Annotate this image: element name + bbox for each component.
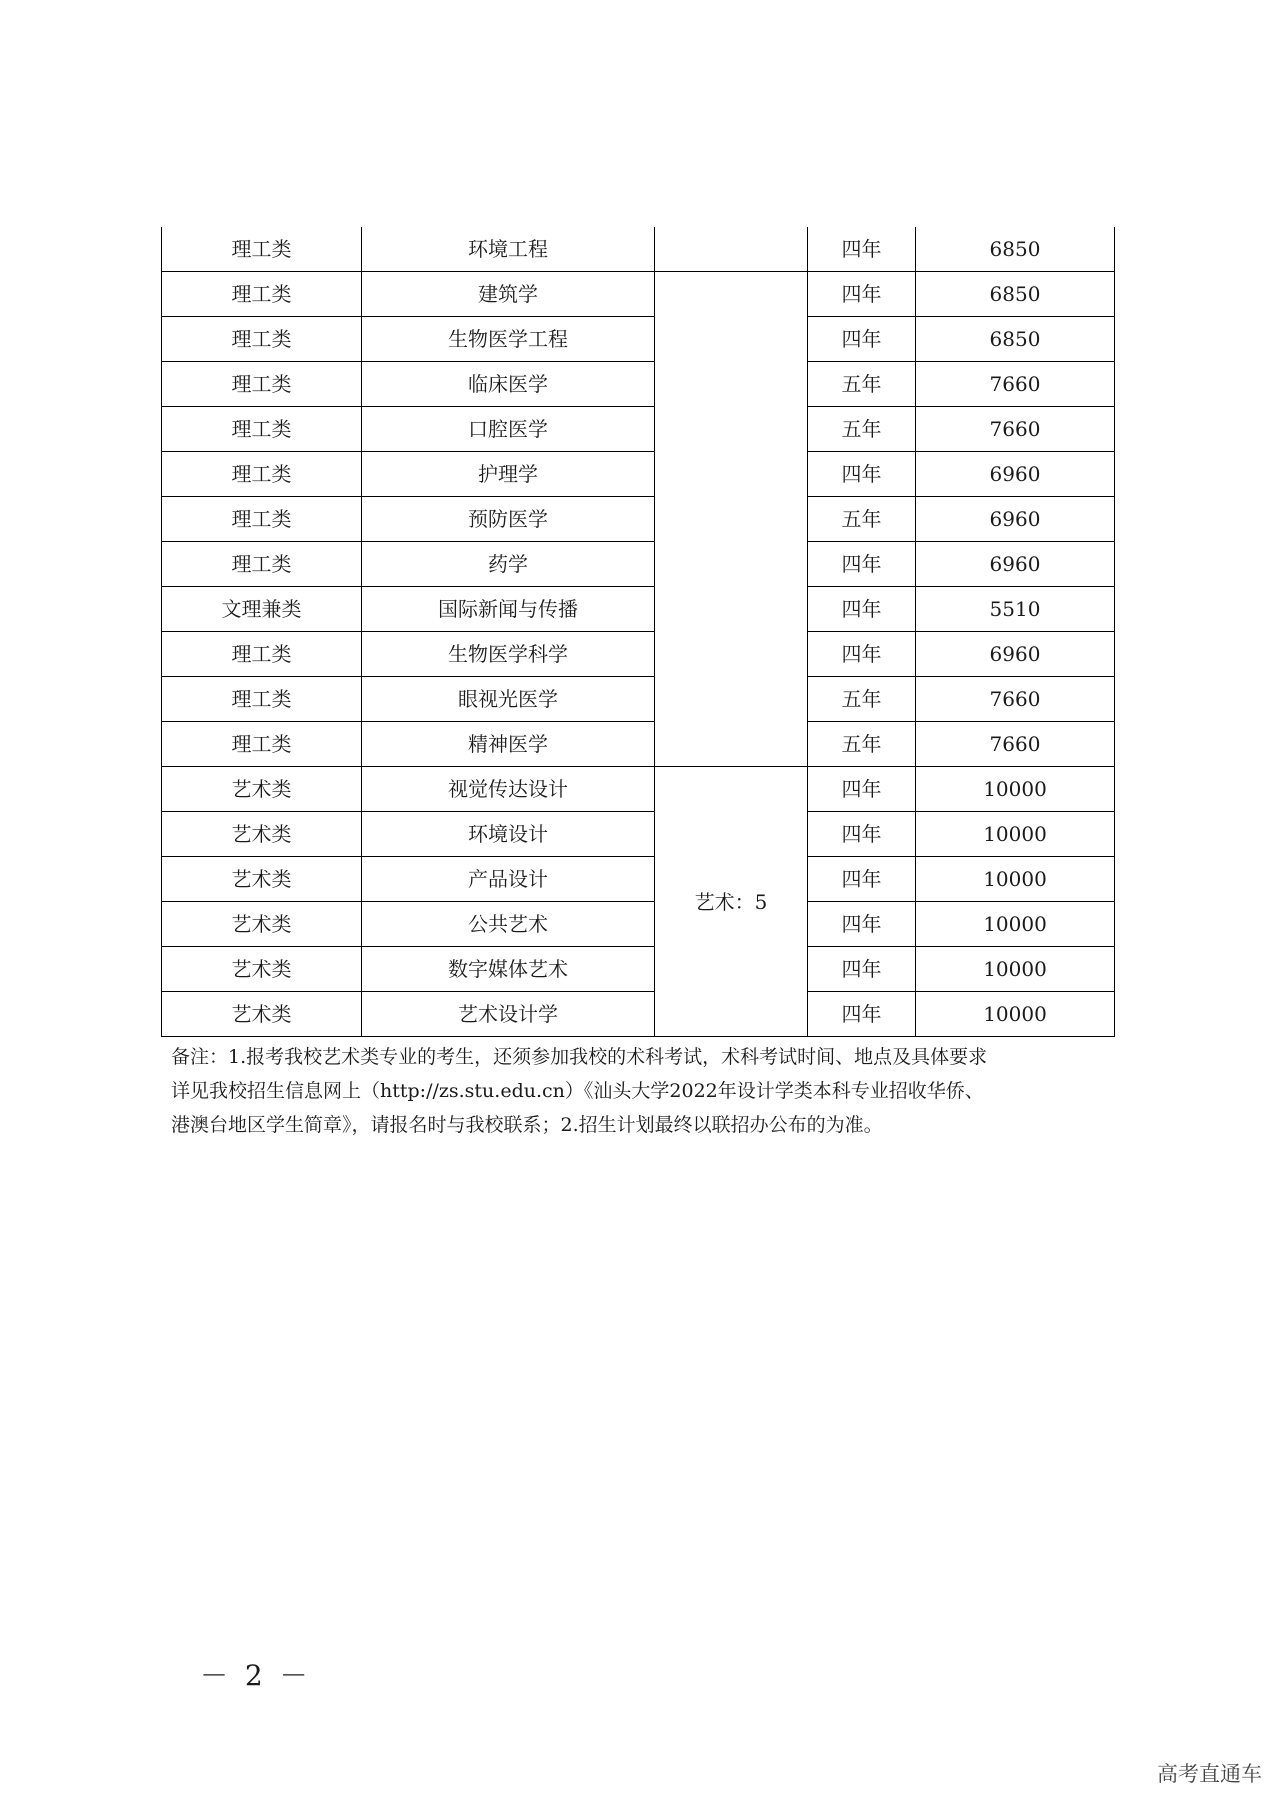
fee-cell: 6850 [916,272,1115,317]
plan-cell [655,272,808,767]
major-cell: 口腔医学 [362,407,655,452]
category-cell: 理工类 [162,497,362,542]
major-cell: 生物医学工程 [362,317,655,362]
major-cell: 临床医学 [362,362,655,407]
fee-cell: 7660 [916,722,1115,767]
duration-cell: 五年 [808,407,916,452]
table-row [162,407,1115,452]
table-row [162,362,1115,407]
duration-cell: 五年 [808,497,916,542]
duration-cell: 四年 [808,812,916,857]
duration-cell: 四年 [808,317,916,362]
major-cell: 药学 [362,542,655,587]
category-cell: 理工类 [162,722,362,767]
notes-line-3: 港澳台地区学生简章》，请报名时与我校联系；2.招生计划最终以联招办公布的为准。 [171,1114,883,1136]
duration-cell: 四年 [808,587,916,632]
major-cell: 环境工程 [362,227,655,272]
category-cell: 艺术类 [162,947,362,992]
category-cell: 理工类 [162,632,362,677]
category-cell: 文理兼类 [162,587,362,632]
duration-cell: 四年 [808,452,916,497]
category-cell: 理工类 [162,272,362,317]
duration-cell: 四年 [808,767,916,812]
table-row [162,317,1115,362]
major-cell: 预防医学 [362,497,655,542]
major-cell: 护理学 [362,452,655,497]
fee-cell: 5510 [916,587,1115,632]
fee-cell: 10000 [916,767,1115,812]
major-cell: 生物医学科学 [362,632,655,677]
table-row [162,677,1115,722]
category-cell: 理工类 [162,542,362,587]
table-row [162,722,1115,767]
major-cell: 精神医学 [362,722,655,767]
table-row [162,542,1115,587]
table-row [162,497,1115,542]
duration-cell: 四年 [808,542,916,587]
fee-cell: 10000 [916,902,1115,947]
notes-line-2: 详见我校招生信息网上（http://zs.stu.edu.cn）《汕头大学2022年设计学类本科专业招收华侨、 [171,1080,984,1102]
notes-line-1: 备注：1.报考我校艺术类专业的考生，还须参加我校的术科考试，术科考试时间、地点及具体要求 [171,1046,988,1068]
fee-cell: 6850 [916,317,1115,362]
notes [171,1040,1114,1142]
fee-cell: 7660 [916,407,1115,452]
table-row [162,992,1115,1037]
fee-cell: 6960 [916,542,1115,587]
major-cell: 视觉传达设计 [362,767,655,812]
duration-cell: 五年 [808,362,916,407]
table-row [162,902,1115,947]
category-cell: 理工类 [162,317,362,362]
fee-cell: 6960 [916,497,1115,542]
fee-cell: 10000 [916,992,1115,1037]
table-row [162,587,1115,632]
duration-cell: 四年 [808,227,916,272]
major-cell: 艺术设计学 [362,992,655,1037]
category-cell: 艺术类 [162,812,362,857]
major-cell: 数字媒体艺术 [362,947,655,992]
table-body [162,227,1115,1037]
major-cell: 眼视光医学 [362,677,655,722]
fee-cell: 7660 [916,677,1115,722]
table-row [162,947,1115,992]
fee-cell: 7660 [916,362,1115,407]
fee-cell: 6850 [916,227,1115,272]
table-row [162,812,1115,857]
plan-cell: 艺术：5 [655,767,808,1037]
category-cell: 艺术类 [162,767,362,812]
duration-cell: 五年 [808,677,916,722]
table-row [162,272,1115,317]
table-row [162,452,1115,497]
major-cell: 公共艺术 [362,902,655,947]
page-number: － 2 － [200,1659,312,1692]
duration-cell: 四年 [808,632,916,677]
category-cell: 理工类 [162,677,362,722]
duration-cell: 五年 [808,722,916,767]
plan-cell [655,227,808,272]
category-cell: 艺术类 [162,902,362,947]
fee-cell: 6960 [916,452,1115,497]
watermark: 高考直通车 [1157,1762,1262,1786]
category-cell: 理工类 [162,407,362,452]
table-row [162,767,1115,812]
duration-cell: 四年 [808,947,916,992]
table-row [162,227,1115,272]
major-cell: 建筑学 [362,272,655,317]
category-cell: 理工类 [162,362,362,407]
admission-table [161,227,1115,1037]
duration-cell: 四年 [808,902,916,947]
duration-cell: 四年 [808,992,916,1037]
fee-cell: 10000 [916,857,1115,902]
major-cell: 环境设计 [362,812,655,857]
duration-cell: 四年 [808,857,916,902]
category-cell: 理工类 [162,227,362,272]
fee-cell: 10000 [916,812,1115,857]
category-cell: 艺术类 [162,992,362,1037]
major-cell: 产品设计 [362,857,655,902]
major-cell: 国际新闻与传播 [362,587,655,632]
table-row [162,632,1115,677]
category-cell: 艺术类 [162,857,362,902]
table-row [162,857,1115,902]
category-cell: 理工类 [162,452,362,497]
fee-cell: 6960 [916,632,1115,677]
fee-cell: 10000 [916,947,1115,992]
duration-cell: 四年 [808,272,916,317]
